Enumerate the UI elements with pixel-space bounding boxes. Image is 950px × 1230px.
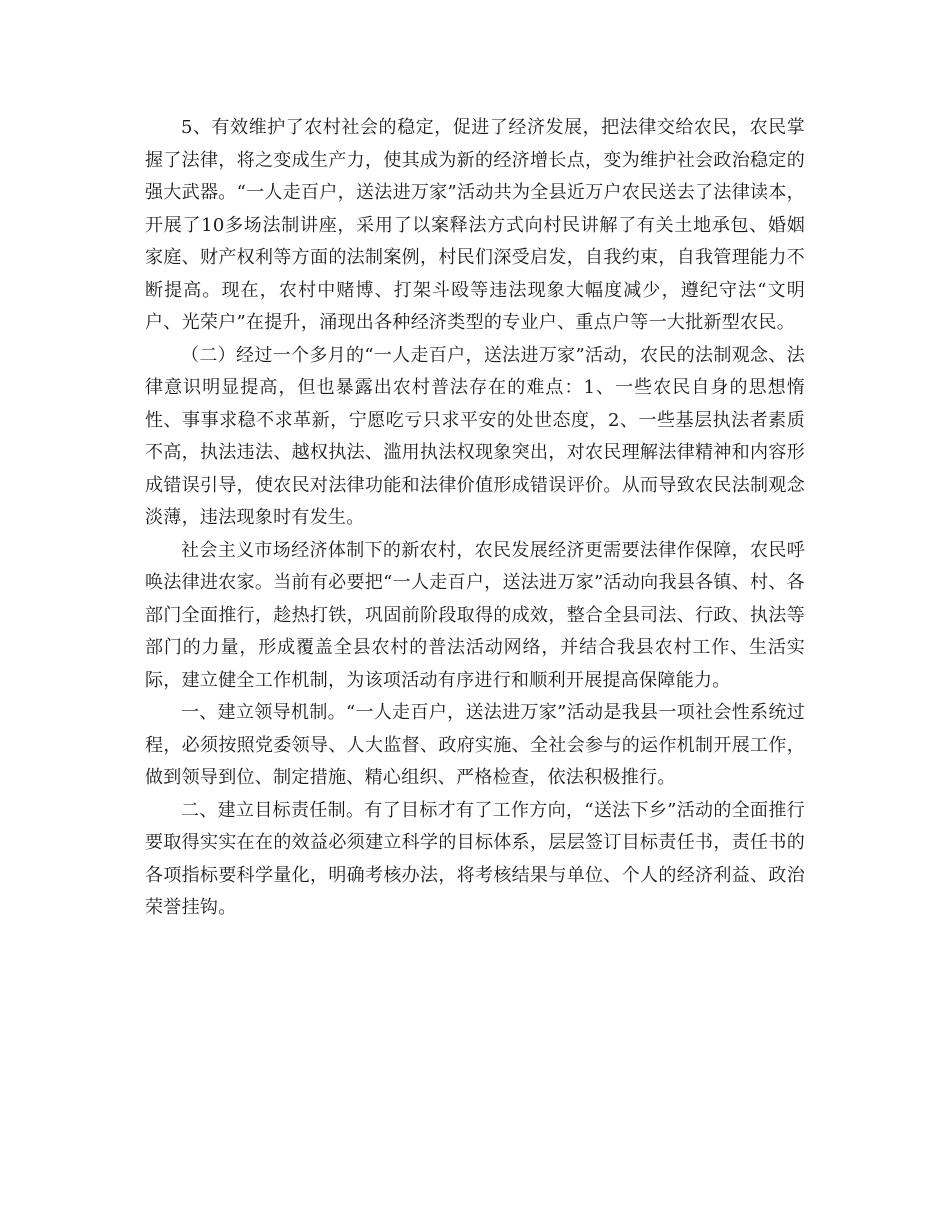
- document-body: [145, 112, 805, 925]
- paragraph-target-responsibility: 二、建立目标责任制。有了目标才有了工作方向，“送法下乡”活动的全面推行要取得实实在在的效益必须建立科学的目标体系，层层签订目标责任书，责任书的各项指标要科学量化，明确考核办法，将考核结果与单位、个人的经济利益、政治荣誉挂钩。: [145, 799, 805, 918]
- paragraph-promotion: 社会主义市场经济体制下的新农村，农民发展经济更需要法律作保障，农民呼唤法律进农家。当前有必要把“一人走百户，送法进万家”活动向我县各镇、村、各部门全面推行，趁热打铁，巩固前阶段取得的成效，整合全县司法、行政、执法等部门的力量，形成覆盖全县农村的普法活动网络，并结合我县农村工作、生活实际，建立健全工作机制，为该项活动有序进行和顺利开展提高保障能力。: [145, 539, 805, 691]
- paragraph-difficulties: （二）经过一个多月的“一人走百户，送法进万家”活动，农民的法制观念、法律意识明显提高，但也暴露出农村普法存在的难点：1、一些农民自身的思想惰性、事事求稳不求革新，宁愿吃亏只求平安的处世态度，2、一些基层执法者素质不高，执法违法、越权执法、滥用执法权现象突出，对农民理解法律精神和内容形成错误引导，使农民对法律功能和法律价值形成错误评价。从而导致农民法制观念淡薄，违法现象时有发生。: [145, 344, 805, 528]
- paragraph-leadership-mechanism: 一、建立领导机制。“一人走百户，送法进万家”活动是我县一项社会性系统过程，必须按照党委领导、人大监督、政府实施、全社会参与的运作机制开展工作，做到领导到位、制定措施、精心组织、严格检查，依法积极推行。: [145, 702, 805, 788]
- paragraph-stability: 5、有效维护了农村社会的稳定，促进了经济发展，把法律交给农民，农民掌握了法律，将之变成生产力，使其成为新的经济增长点，变为维护社会政治稳定的强大武器。“一人走百户，送法进万家”活动共为全县近万户农民送去了法律读本，开展了10多场法制讲座，采用了以案释法方式向村民讲解了有关土地承包、婚姻家庭、财产权利等方面的法制案例，村民们深受启发，自我约束，自我管理能力不断提高。现在，农村中赌博、打架斗殴等违法现象大幅度减少，遵纪守法“文明户、光荣户”在提升，涌现出各种经济类型的专业户、重点户等一大批新型农民。: [145, 117, 805, 333]
